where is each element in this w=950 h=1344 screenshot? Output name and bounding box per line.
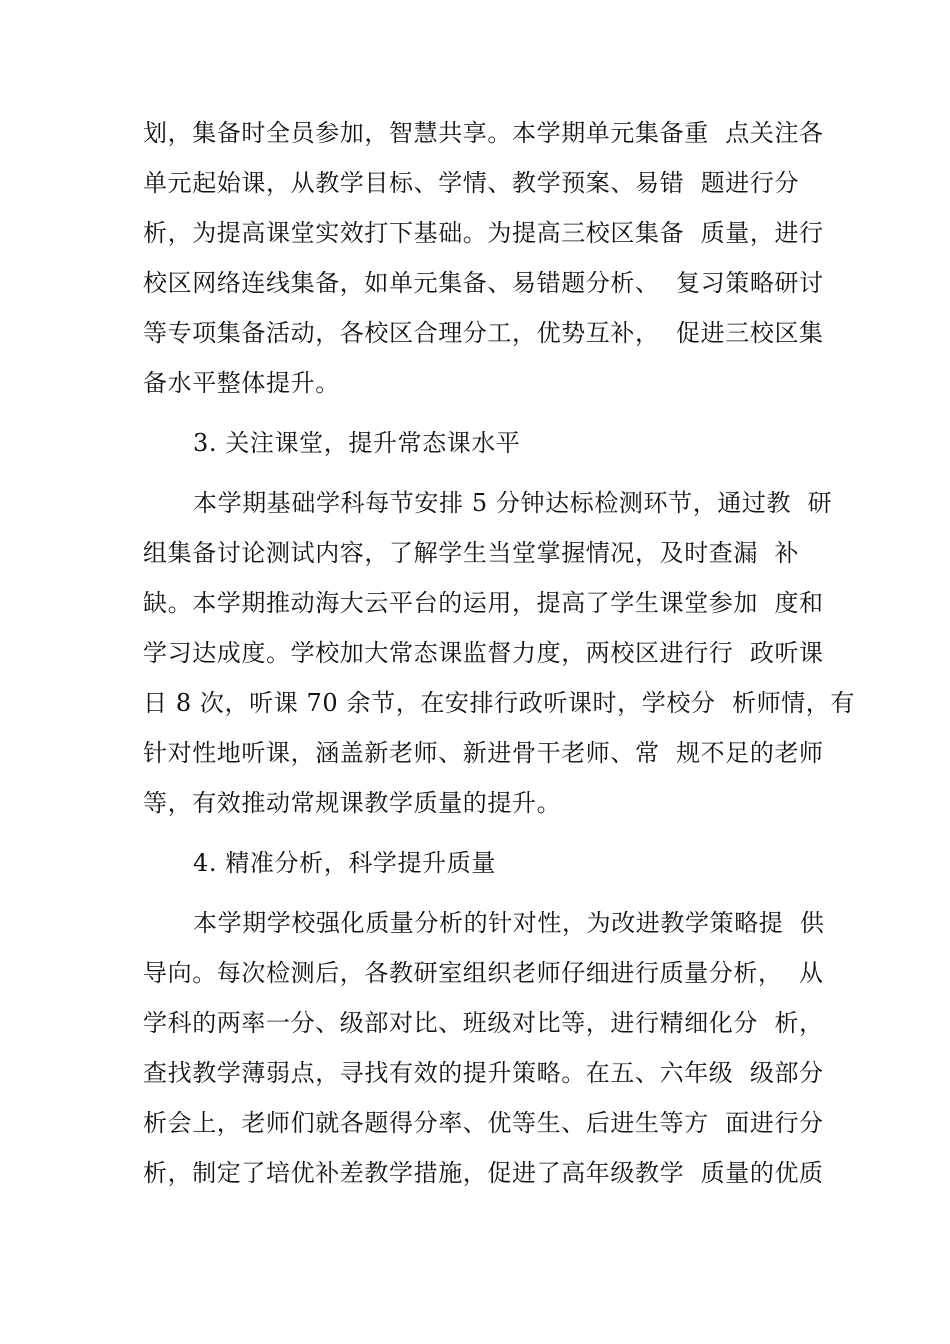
section-heading: 4. 精准分析，科学提升质量 bbox=[193, 849, 496, 877]
paragraph-line: 查找教学薄弱点，寻找有效的提升策略。在五、六年级 级部分 bbox=[143, 1059, 824, 1087]
paragraph-line: 针对性地听课，涵盖新老师、新进骨干老师、常 规不足的老师 bbox=[143, 739, 824, 767]
paragraph-line: 划，集备时全员参加，智慧共享。本学期单元集备重 点关注各 bbox=[143, 119, 824, 147]
paragraph-line: 等专项集备活动，各校区合理分工，优势互补， 促进三校区集 bbox=[143, 319, 824, 347]
paragraph-line: 导向。每次检测后，各教研室组织老师仔细进行质量分析， 从 bbox=[143, 959, 824, 987]
paragraph-line: 等，有效推动常规课教学质量的提升。 bbox=[143, 789, 562, 817]
paragraph-line: 日 8 次，听课 70 余节，在安排行政听课时，学校分 析师情，有 bbox=[143, 689, 855, 717]
paragraph-line: 析会上，老师们就各题得分率、优等生、后进生等方 面进行分 bbox=[143, 1109, 824, 1137]
paragraph-line: 备水平整体提升。 bbox=[143, 369, 340, 397]
paragraph-line: 本学期基础学科每节安排 5 分钟达标检测环节，通过教 研 bbox=[193, 489, 833, 517]
paragraph-line: 本学期学校强化质量分析的针对性，为改进教学策略提 供 bbox=[193, 909, 825, 937]
paragraph-line: 析，为提高课堂实效打下基础。为提高三校区集备 质量，进行 bbox=[143, 219, 824, 247]
paragraph-line: 学习达成度。学校加大常态课监督力度，两校区进行行 政听课 bbox=[143, 639, 824, 667]
paragraph-line: 单元起始课，从教学目标、学情、教学预案、易错 题进行分 bbox=[143, 169, 800, 197]
paragraph-line: 析，制定了培优补差教学措施，促进了高年级教学 质量的优质 bbox=[143, 1159, 824, 1187]
paragraph-line: 缺。本学期推动海大云平台的运用，提高了学生课堂参加 度和 bbox=[143, 589, 824, 617]
paragraph-line: 组集备讨论测试内容，了解学生当堂掌握情况，及时查漏 补 bbox=[143, 539, 800, 567]
paragraph-line: 校区网络连线集备，如单元集备、易错题分析、 复习策略研讨 bbox=[143, 269, 824, 297]
paragraph-line: 学科的两率一分、级部对比、班级对比等，进行精细化分 析， bbox=[143, 1009, 824, 1037]
section-heading: 3. 关注课堂，提升常态课水平 bbox=[193, 429, 521, 457]
